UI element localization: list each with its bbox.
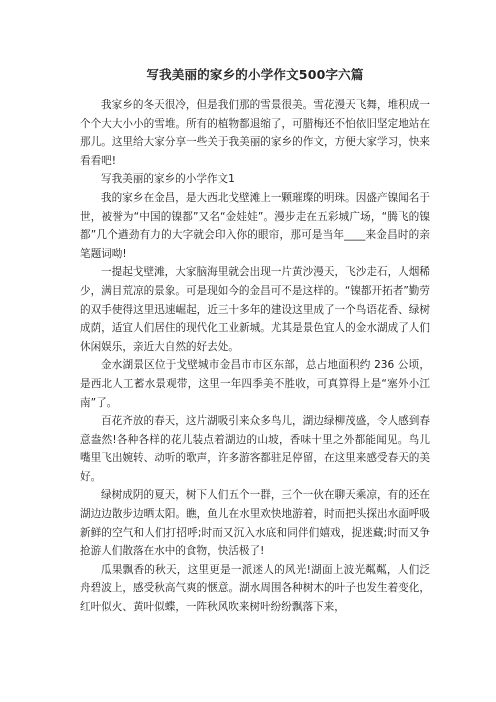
- document-title: 写我美丽的家乡的小学作文500字六篇: [146, 67, 364, 82]
- section-heading: 写我美丽的家乡的小学作文1: [101, 173, 235, 186]
- intro-paragraph: 我家乡的冬天很冷，但是我们那的雪景很美。雪花漫天飞舞，堆积成一个个大大小小的雪堆。所有的植物都退缩了，可腊梅还不怕依旧坚定地站在那儿。这里给大家分享一些关于我美丽的家乡的作文，方便大家学习，快来看看吧!: [80, 99, 430, 167]
- body-paragraph: 我的家乡在金昌，是大西北戈壁滩上一颗璀璨的明珠。因盛产镍闻名于世，被誉为“中国的镍都”又名“金娃娃”。漫步走在五彩城广场，“腾飞的镍都”几个遒劲有力的大字就会印入你的眼帘，那可是当年____来金昌时的亲笔题词呦!: [80, 191, 430, 260]
- body-paragraph: 一提起戈壁滩，大家脑海里就会出现一片黄沙漫天，飞沙走石，人烟稀少，满目荒凉的景象。可是现如今的金昌可不是这样的。“镍都开拓者”勤劳的双手使得这里迅速崛起，近三十多年的建设这里成了一个鸟语花香、绿树成荫，适宜人们居住的现代化工业新城。尤其是景色宜人的金水湖成了人们休闲娱乐，亲近大自然的好去处。: [80, 266, 430, 353]
- body-paragraph: 瓜果飘香的秋天，这里更是一派迷人的风光!湖面上波光粼粼，人们泛舟碧波上，感受秋高气爽的惬意。湖水周围各种树木的叶子也发生着变化，红叶似火、黄叶似蝶，一阵秋风吹来树叶纷纷飘落下来，: [80, 563, 430, 614]
- body-paragraph: 百花齐放的春天，这片湖吸引来众多鸟儿，湖边绿柳茂盛，令人感到春意盎然!各种各样的花儿装点着湖边的山坡，香味十里之外都能闻见。鸟儿嘴里飞出婉转、动听的歌声，许多游客都驻足停留，在这里来感受春天的美好。: [80, 415, 430, 483]
- body-paragraph: 绿树成阴的夏天，树下人们五个一群，三个一伙在聊天乘凉，有的还在湖边边散步边晒太阳。瞧，鱼儿在水里欢快地游着，时而把头探出水面呼吸新鲜的空气和人们打招呼;时而又沉入水底和同伴们嬉戏，捉迷藏;时而又争抢游人们散落在水中的食物，快活极了!: [80, 489, 430, 558]
- body-paragraph: 金水湖景区位于戈壁城市金昌市市区东部，总占地面积约 236 公顷，是西北人工蓄水景观带，这里一年四季美不胜收，可真算得上是“塞外小江南”了。: [80, 359, 430, 409]
